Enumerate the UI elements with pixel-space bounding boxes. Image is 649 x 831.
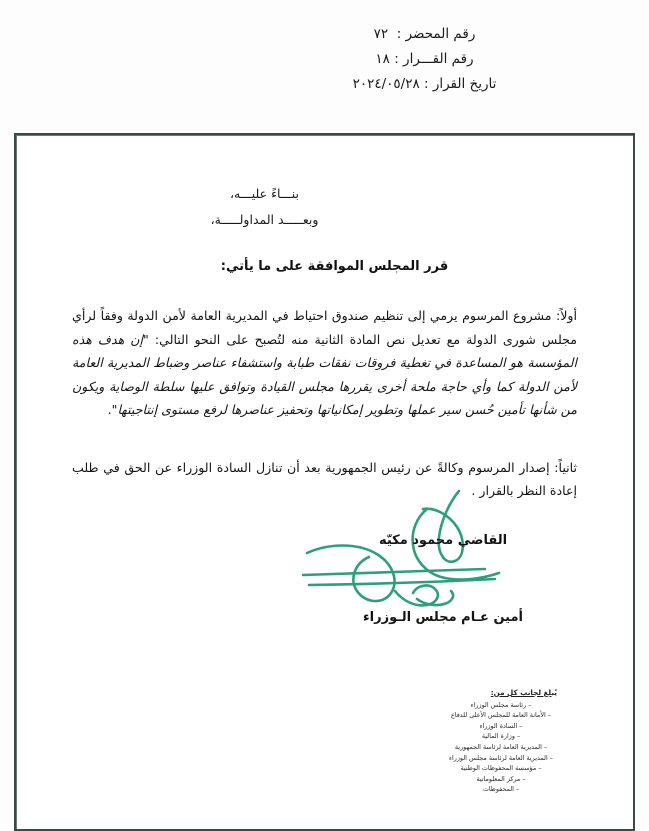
list-item: – المحفوظات: [383, 784, 613, 795]
clause-one: [72, 304, 577, 422]
resolution-clauses: [50, 304, 599, 503]
list-item: – مركز المعلوماتية: [383, 774, 613, 785]
distribution-list-items: [383, 700, 613, 795]
distribution-list: [383, 688, 613, 795]
decision-number-line: رقم القـــرار : ١٨: [375, 51, 474, 67]
list-item: – السادة الوزراء: [383, 721, 613, 732]
document-header: [0, 22, 649, 97]
page-frame: [14, 133, 635, 831]
list-item: – رئاسة مجلس الوزراء: [383, 700, 613, 711]
list-item: – مؤسسة المحفوظات الوطنية: [383, 763, 613, 774]
clause-one-quoted-amendment: إن هدف هذه المؤسسة هو المساعدة في تغطية فروقات نفقات طبابة واستشفاء عناصر وضباط المديرية العامة لأمن الدولة كما وأي حاجة ملحة أخرى يقررها مجلس القيادة وتوافق عليها سلطة الوصاية ويكون من شأنها تأمين حُسن سير عملها وتطوير إمكانياتها وتحفيز عناصرها لرفع مستوى إنتاجيتها: [72, 331, 577, 417]
resolution-lead-in: قرر المجلس الموافقة على ما يأتي:: [220, 259, 449, 274]
page-frame-content: [16, 135, 633, 829]
clause-two: ثانياً: إصدار المرسوم وكالةً عن رئيس الجمهورية بعد أن تنازل السادة الوزراء عن الحق في طلب إعادة النظر بالقرار .: [72, 459, 577, 498]
decision-date-line: تاريخ القرار : ٢٠٢٤/٠٥/٢٨: [352, 76, 497, 92]
clause-one-text-after-quote: ".: [107, 402, 118, 417]
list-item: – وزارة المالية: [383, 731, 613, 742]
signatory-title: أمين عـام مجلس الـوزراء: [363, 610, 523, 625]
clause-one-text-before-quote: أولاً: مشروع المرسوم يرمي إلى تنظيم صندوق احتياط في المديرية العامة لأمن الدولة وفقاً لرأي مجلس شورى الدولة مع تعديل نص المادة الثانية منه لتُصبح على النحو التالي: ": [72, 308, 577, 347]
salutation-line-1: بنـــاءً عليـــه،: [230, 186, 299, 201]
minutes-number-line: رقم المحضر : ٧٢: [373, 26, 476, 42]
list-item: – الأمانة العامة للمجلس الأعلى للدفاع: [383, 710, 613, 721]
signatory-name: القاضي محمود مكيّه: [378, 533, 508, 548]
salutation-line-2: وبعـــــد المداولـــــة،: [210, 212, 319, 227]
distribution-list-title: يُبلغ لجانب كل من:: [490, 687, 557, 697]
handwritten-signature-icon: [299, 487, 599, 612]
list-item: – المديرية العامة لرئاسة مجلس الوزراء: [383, 753, 613, 764]
signature-area: [293, 533, 593, 625]
list-item: – المديرية العامة لرئاسة الجمهورية: [383, 742, 613, 753]
